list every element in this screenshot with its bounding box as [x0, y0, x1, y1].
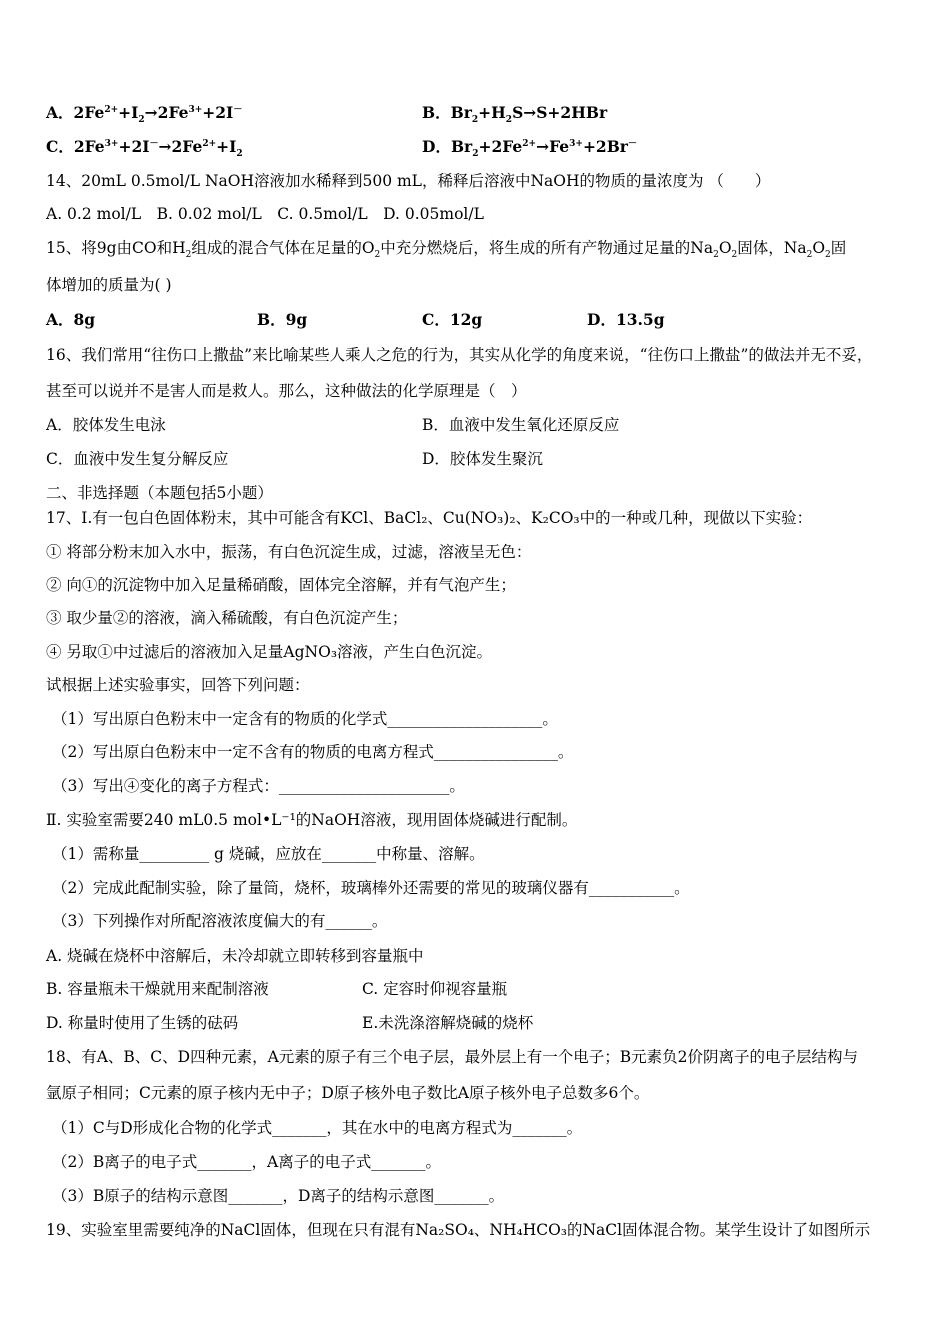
q17-ii-part-3: （3）下列操作对所配溶液浓度偏大的有______。 — [52, 912, 388, 930]
q18-part-2: （2）B离子的电子式_______，A离子的电子式_______。 — [52, 1153, 441, 1171]
q15-option-d: D．13.5g — [587, 310, 665, 329]
q17-option-d: D. 称量时使用了生锈的砝码 — [46, 1014, 239, 1032]
q17-ii-part-2: （2）完成此配制实验，除了量筒，烧杯，玻璃棒外还需要的常见的玻璃仪器有___________。 — [52, 879, 690, 897]
q17-section-ii: Ⅱ. 实验室需要240 mL0.5 mol•L⁻¹的NaOH溶液，现用固体烧碱进行配制。 — [46, 811, 578, 829]
q19-stem-line1: 19、实验室里需要纯净的NaCl固体，但现在只有混有Na₂SO₄、NH₄HCO₃的NaCl固体混合物。某学生设计了如图所示 — [46, 1221, 871, 1239]
q15-options — [46, 310, 665, 330]
q17-part-3: （3）写出④变化的离子方程式：______________________。 — [52, 777, 465, 795]
q17-stem: 17、Ⅰ.有一包白色固体粉末，其中可能含有KCl、BaCl₂、Cu(NO₃)₂、K₂CO₃中的一种或几种，现做以下实验： — [46, 509, 813, 527]
q13-option-b: B．$Br_2+H_2S\to S+2HBr$ — [422, 103, 608, 126]
q17-option-row-de — [46, 1013, 534, 1033]
q16-option-c: C．血液中发生复分解反应 — [46, 450, 229, 468]
q18-stem-line1: 18、有A、B、C、D四种元素，A元素的原子有三个电子层，最外层上有一个电子；B元素负2价阴离子的电子层结构与 — [46, 1048, 859, 1066]
q17-step-1: ① 将部分粉末加入水中，振荡，有白色沉淀生成，过滤，溶液呈无色： — [46, 543, 532, 561]
q16-stem-line1: 16、我们常用“往伤口上撒盐”来比喻某些人乘人之危的行为，其实从化学的角度来说，“往伤口上撒盐”的做法并无不妥， — [46, 346, 873, 364]
q17-ask: 试根据上述实验事实，回答下列问题： — [46, 676, 310, 694]
q18-part-1: （1）C与D形成化合物的化学式_______，其在水中的电离方程式为_______。 — [52, 1119, 583, 1137]
q13-option-row-1 — [46, 103, 608, 126]
q17-option-row-bc — [46, 979, 508, 999]
q15-stem-line2: 体增加的质量为( ) — [46, 276, 172, 294]
q17-option-e: E.未洗涤溶解烧碱的烧杯 — [362, 1014, 534, 1032]
q15-option-a: A．8g — [46, 310, 96, 329]
q16-option-row-1 — [46, 415, 620, 435]
q17-step-4: ④ 另取①中过滤后的溶液加入足量AgNO₃溶液，产生白色沉淀。 — [46, 643, 493, 661]
q13-option-a: A．$2Fe^{2+}+I_2\to 2Fe^{3+}+2I^-$ — [46, 103, 243, 126]
q17-part-2: （2）写出原白色粉末中一定不含有的物质的电离方程式________________。 — [52, 743, 574, 761]
q17-step-2: ② 向①的沉淀物中加入足量稀硝酸，固体完全溶解，并有气泡产生； — [46, 576, 516, 594]
q17-option-c: C. 定容时仰视容量瓶 — [362, 980, 508, 998]
q16-stem-line2: 甚至可以说并不是害人而是救人。那么，这种做法的化学原理是（ ） — [46, 382, 527, 400]
q17-option-b: B. 容量瓶未干燥就用来配制溶液 — [46, 980, 269, 998]
q14-stem: 14、20mL 0.5mol/L NaOH溶液加水稀释到500 mL，稀释后溶液中NaOH的物质的量浓度为 （ ） — [46, 172, 771, 190]
q16-option-b: B．血液中发生氧化还原反应 — [422, 416, 620, 434]
q16-option-a: A．胶体发生电泳 — [46, 416, 166, 434]
q14-options: A. 0.2 mol/L B. 0.02 mol/L C. 0.5mol/L D. 0.05mol/L — [46, 205, 484, 223]
q13-option-d: D．$Br_2+2Fe^{2+}\to Fe^{3+}+2Br^-$ — [422, 137, 637, 160]
q17-option-a: A. 烧碱在烧杯中溶解后，未冷却就立即转移到容量瓶中 — [46, 947, 424, 965]
q17-part-1: （1）写出原白色粉末中一定含有的物质的化学式____________________。 — [52, 710, 558, 728]
q13-option-c: C．$2Fe^{3+}+2I^-\to 2Fe^{2+}+I_2$ — [46, 137, 243, 160]
q18-stem-line2: 氩原子相同；C元素的原子核内无中子；D原子核外电子数比A原子核外电子总数多6个。 — [46, 1084, 650, 1102]
q15-option-b: B．9g — [257, 310, 308, 329]
q16-option-row-2 — [46, 449, 543, 469]
q16-option-d: D．胶体发生聚沉 — [422, 450, 543, 468]
section-heading: 二、非选择题（本题包括5小题） — [46, 484, 273, 502]
q17-ii-part-1: （1）需称量_________ g 烧碱，应放在_______中称量、溶解。 — [52, 845, 485, 863]
q15-option-c: C．12g — [422, 310, 483, 329]
q13-option-row-2 — [46, 137, 637, 160]
q17-step-3: ③ 取少量②的溶液，滴入稀硫酸，有白色沉淀产生； — [46, 609, 408, 627]
q15-stem: 15、将9g由CO和$H_2$组成的混合气体在足量的$O_2$中充分燃烧后，将生成的所有产物通过足量的$Na_2O_2$固体，$Na_2O_2$固 — [46, 239, 847, 261]
q18-part-3: （3）B原子的结构示意图_______，D离子的结构示意图_______。 — [52, 1187, 505, 1205]
